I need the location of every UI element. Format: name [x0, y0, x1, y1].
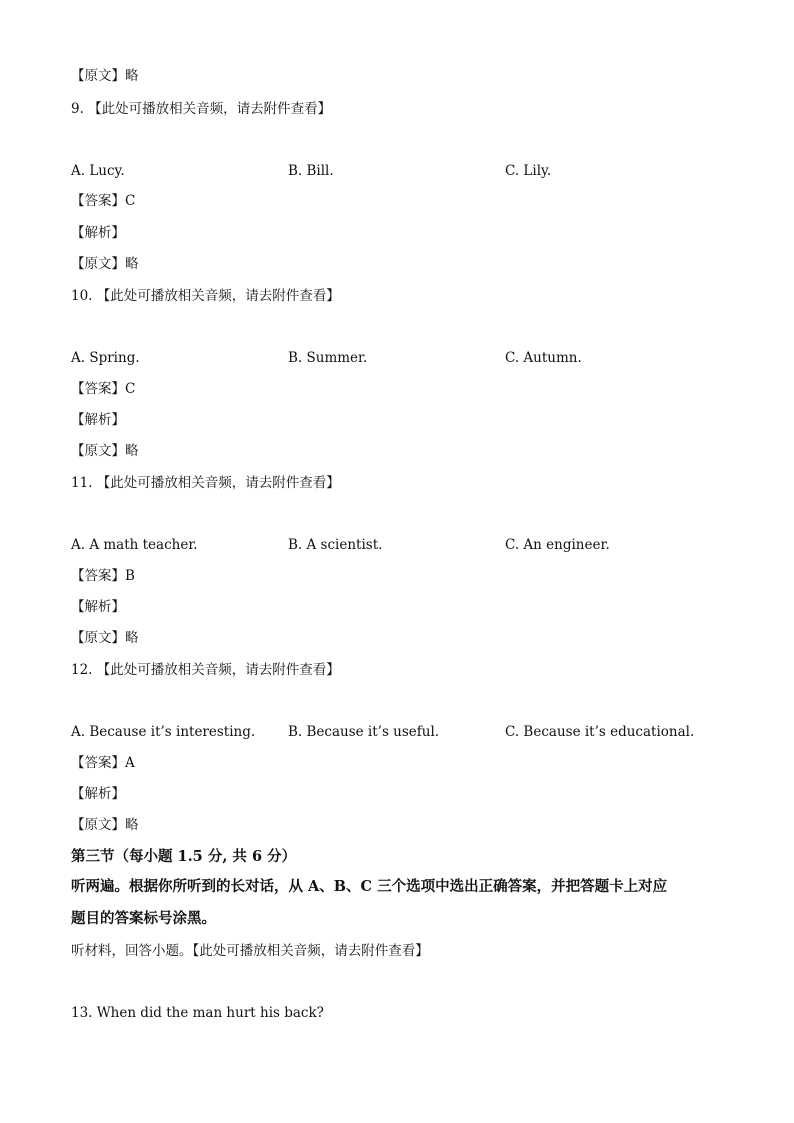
option-c: C. Lily.: [505, 163, 552, 179]
option-c: C. Autumn.: [505, 350, 582, 366]
text-line: 【原文】略: [71, 256, 139, 272]
text-line: 【答案】C: [71, 381, 136, 397]
text-line: 【原文】略: [71, 443, 139, 459]
option-a: A. Lucy.: [71, 163, 125, 179]
option-a: A. A math teacher.: [71, 537, 198, 553]
option-c: C. An engineer.: [505, 537, 610, 553]
text-line: 【原文】略: [71, 630, 139, 646]
section-heading: 题目的答案标号涂黑。: [71, 910, 216, 927]
text-line: 【解析】: [71, 412, 125, 428]
text-line: 【答案】B: [71, 568, 135, 584]
section-heading: 听两遍。根据你所听到的长对话，从 A、B、C 三个选项中选出正确答案，并把答题卡上对应: [71, 878, 668, 895]
text-line: 听材料，回答小题。【此处可播放相关音频，请去附件查看】: [71, 943, 429, 959]
text-line: 11. 【此处可播放相关音频，请去附件查看】: [71, 475, 340, 491]
section-heading: 第三节（每小题 1.5 分, 共 6 分）: [71, 848, 297, 865]
text-line: 13. When did the man hurt his back?: [71, 1005, 324, 1021]
text-line: 10. 【此处可播放相关音频，请去附件查看】: [71, 288, 340, 304]
option-a: A. Spring.: [71, 350, 140, 366]
option-a: A. Because it’s interesting.: [71, 724, 256, 740]
option-b: B. Bill.: [288, 163, 334, 179]
text-line: 【解析】: [71, 786, 125, 802]
option-c: C. Because it’s educational.: [505, 724, 695, 740]
text-line: 9. 【此处可播放相关音频，请去附件查看】: [71, 101, 332, 117]
text-line: 【答案】A: [71, 755, 135, 771]
text-line: 【答案】C: [71, 193, 136, 209]
option-b: B. Because it’s useful.: [288, 724, 440, 740]
text-line: 【解析】: [71, 599, 125, 615]
text-line: 【原文】略: [71, 817, 139, 833]
text-line: 【解析】: [71, 225, 125, 241]
text-line: 【原文】略: [71, 68, 139, 84]
text-line: 12. 【此处可播放相关音频，请去附件查看】: [71, 662, 340, 678]
option-b: B. Summer.: [288, 350, 368, 366]
option-b: B. A scientist.: [288, 537, 383, 553]
